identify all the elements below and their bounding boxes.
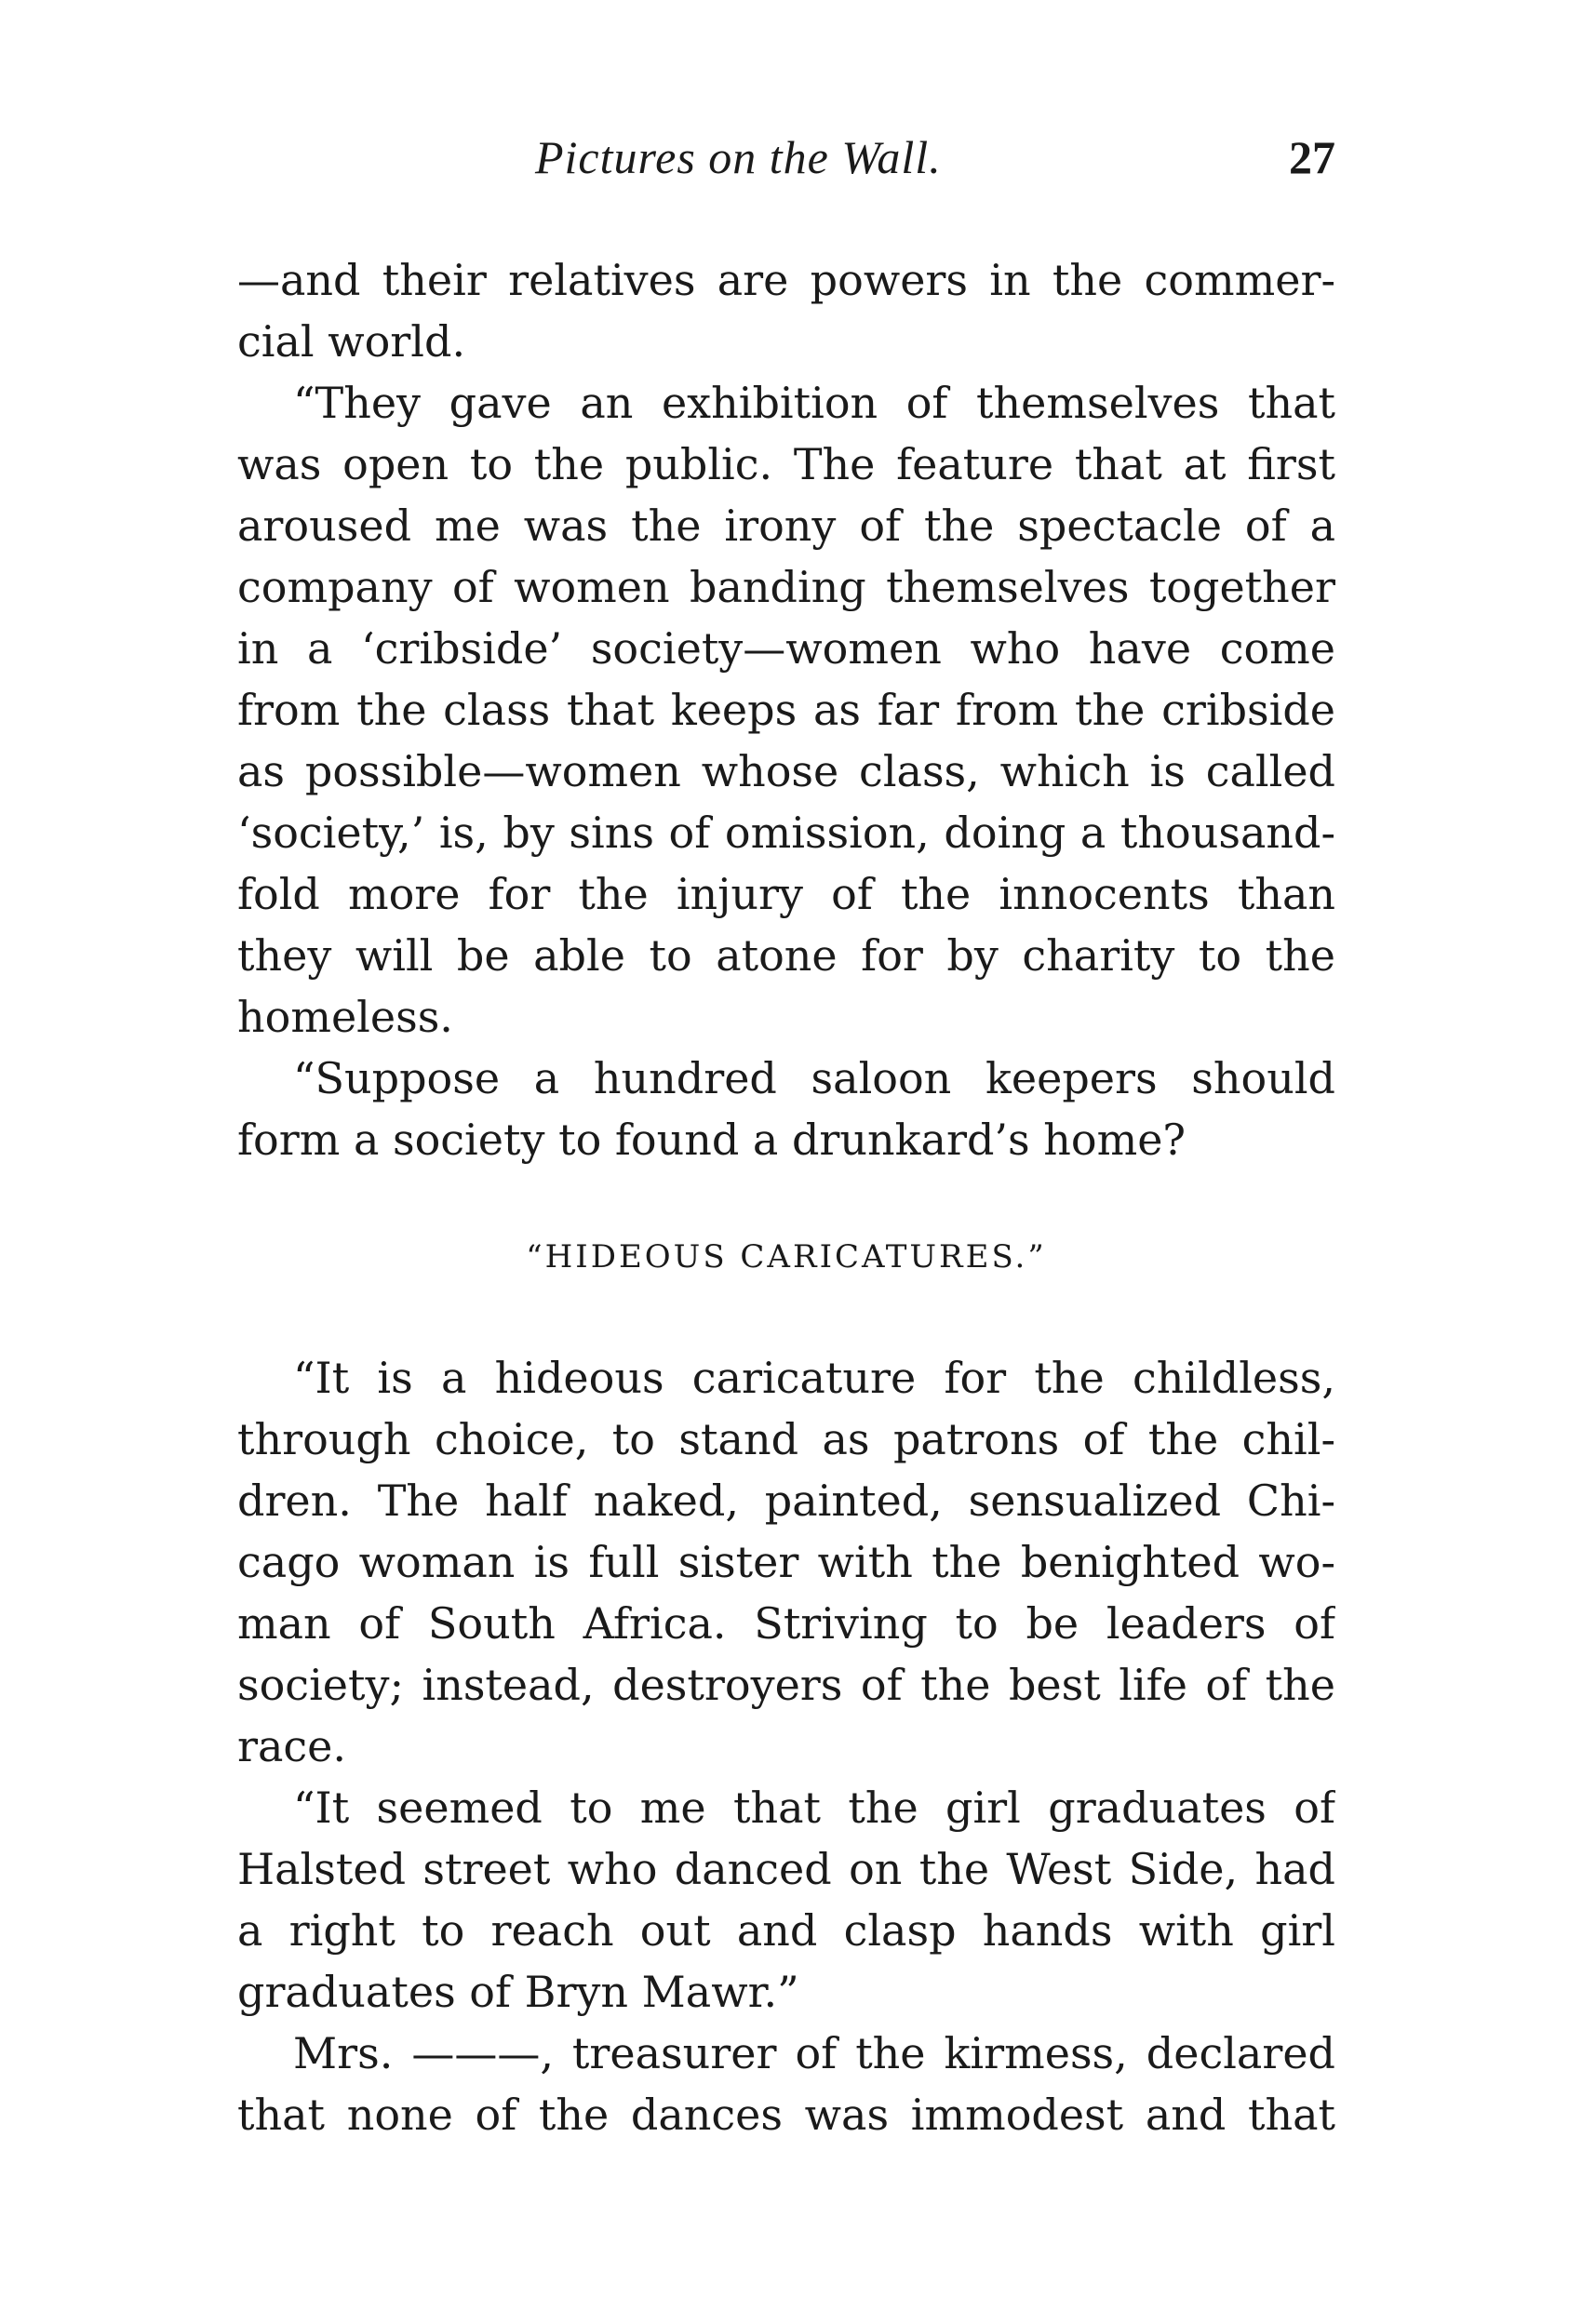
- text-line: form a society to found a drunkard’s home?: [237, 1115, 1186, 1165]
- paragraph: [237, 372, 1335, 1048]
- body-text: [237, 249, 1335, 2145]
- text-line: from the class that keeps as far from the cribside: [237, 685, 1335, 735]
- text-line: that none of the dances was immodest and that: [237, 2090, 1335, 2140]
- text-line: company of women banding themselves together: [237, 562, 1335, 612]
- paragraph: [237, 249, 1335, 372]
- text-line: —and their relatives are powers in the commer-: [237, 255, 1335, 305]
- text-line: in a ‘cribside’ society—women who have come: [237, 623, 1335, 674]
- text-line: “It seemed to me that the girl graduates of: [293, 1783, 1335, 1833]
- page-number: 27: [1289, 131, 1335, 183]
- text-line: aroused me was the irony of the spectacle of a: [237, 501, 1335, 551]
- text-line: society; instead, destroyers of the best life of the: [237, 1660, 1335, 1710]
- paragraph: [237, 1048, 1335, 1170]
- text-line: graduates of Bryn Mawr.”: [237, 1967, 799, 2017]
- text-line: “It is a hideous caricature for the childless,: [293, 1353, 1335, 1403]
- text-line: Mrs. ———, treasurer of the kirmess, declared: [293, 2028, 1335, 2078]
- running-title: Pictures on the Wall.: [535, 131, 942, 183]
- text-line: “They gave an exhibition of themselves that: [293, 378, 1335, 428]
- paragraph: [237, 2023, 1335, 2145]
- text-line: dren. The half naked, painted, sensualized Chi-: [237, 1476, 1335, 1526]
- text-line: Halsted street who danced on the West Side, had: [237, 1844, 1335, 1894]
- text-line: cial world.: [237, 316, 466, 367]
- text-line: fold more for the injury of the innocents than: [237, 869, 1335, 919]
- text-line: they will be able to atone for by charity to the: [237, 930, 1335, 981]
- running-head: [237, 130, 1335, 205]
- text-line: race.: [237, 1721, 347, 1771]
- text-line: homeless.: [237, 992, 453, 1042]
- text-line: a right to reach out and clasp hands with girl: [237, 1905, 1335, 1956]
- paragraph: [237, 1777, 1335, 2023]
- text-line: “Suppose a hundred saloon keepers should: [293, 1053, 1335, 1103]
- text-line: cago woman is full sister with the benighted wo-: [237, 1537, 1335, 1587]
- text-line: ‘society,’ is, by sins of omission, doing a thousand-: [237, 808, 1335, 858]
- text-line: was open to the public. The feature that at first: [237, 439, 1335, 489]
- text-line: through choice, to stand as patrons of the chil-: [237, 1414, 1335, 1464]
- text-line: man of South Africa. Striving to be leaders of: [237, 1598, 1335, 1649]
- text-line: as possible—women whose class, which is called: [237, 746, 1335, 796]
- section-heading: “HIDEOUS CARICATURES.”: [526, 1238, 1047, 1276]
- paragraph: [237, 1347, 1335, 1777]
